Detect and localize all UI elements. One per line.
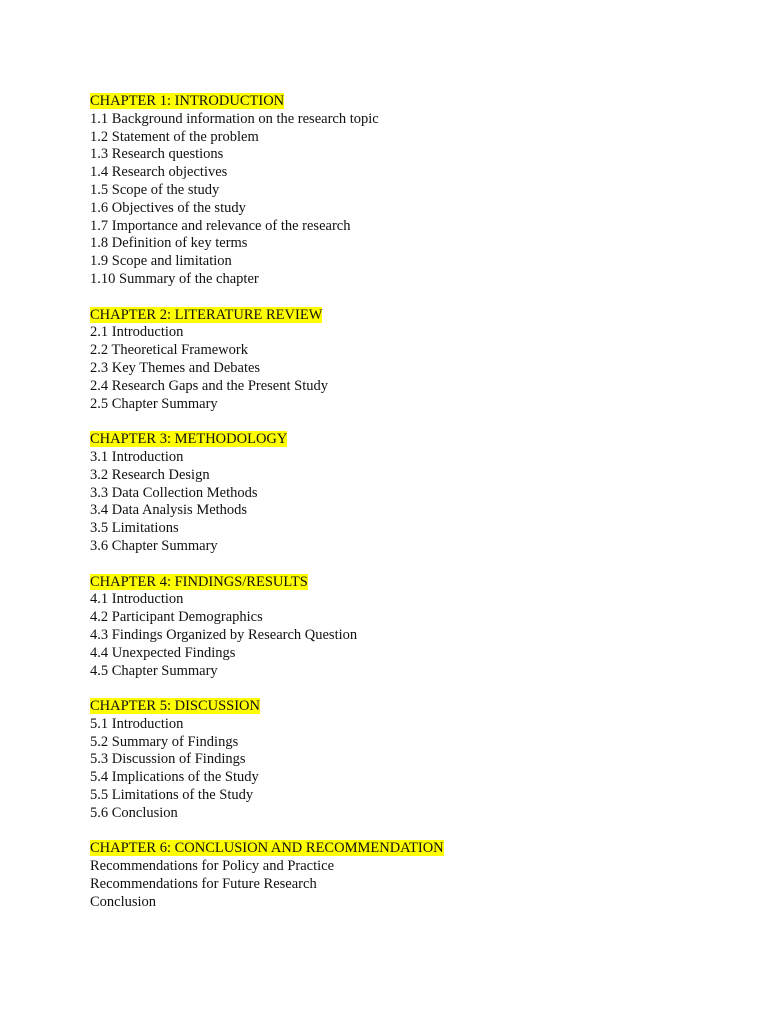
chapter-1-section	[90, 93, 730, 289]
outline-item: 1.8 Definition of key terms	[90, 235, 248, 252]
chapter-5-section	[90, 698, 730, 823]
outline-item: Recommendations for Future Research	[90, 876, 317, 893]
outline-item: 3.6 Chapter Summary	[90, 537, 218, 554]
outline-item: 1.2 Statement of the problem	[90, 128, 259, 145]
outline-item: 4.1 Introduction	[90, 591, 184, 608]
outline-item: Recommendations for Policy and Practice	[90, 858, 335, 875]
chapter-2-section	[90, 307, 730, 414]
chapter-heading	[90, 307, 730, 325]
outline-item: 3.3 Data Collection Methods	[90, 484, 258, 501]
outline-item: 2.4 Research Gaps and the Present Study	[90, 377, 328, 394]
outline-item: 2.3 Key Themes and Debates	[90, 359, 261, 376]
chapter-heading-text: CHAPTER 6: CONCLUSION AND RECOMMENDATION	[90, 840, 444, 857]
chapter-heading	[90, 574, 730, 592]
chapter-heading-text: CHAPTER 1: INTRODUCTION	[90, 93, 285, 109]
outline-item: 2.5 Chapter Summary	[90, 395, 218, 412]
chapter-heading	[90, 698, 730, 716]
chapter-4-section	[90, 574, 730, 681]
outline-item: 5.5 Limitations of the Study	[90, 787, 254, 804]
outline-item: 5.6 Conclusion	[90, 804, 178, 821]
outline-item: 4.3 Findings Organized by Research Question	[90, 626, 358, 643]
outline-item: 4.5 Chapter Summary	[90, 662, 218, 679]
outline-item: 3.2 Research Design	[90, 466, 210, 483]
chapter-heading	[90, 840, 730, 858]
chapter-heading-text: CHAPTER 3: METHODOLOGY	[90, 431, 288, 448]
outline-item: 1.3 Research questions	[90, 146, 224, 163]
outline-item: 1.5 Scope of the study	[90, 181, 220, 198]
outline-item: 5.3 Discussion of Findings	[90, 751, 246, 768]
outline-item: 1.7 Importance and relevance of the research	[90, 217, 351, 234]
chapter-heading-text: CHAPTER 2: LITERATURE REVIEW	[90, 306, 323, 323]
chapter-3-section	[90, 431, 730, 556]
outline-item: 1.1 Background information on the research topic	[90, 110, 379, 127]
outline-item: 3.5 Limitations	[90, 520, 179, 537]
outline-item: 5.1 Introduction	[90, 715, 184, 732]
outline-item: 2.1 Introduction	[90, 324, 184, 341]
outline-item: 3.1 Introduction	[90, 448, 184, 465]
outline-item: 2.2 Theoretical Framework	[90, 342, 248, 359]
outline-item: 1.9 Scope and limitation	[90, 253, 232, 270]
outline-item: 3.4 Data Analysis Methods	[90, 502, 248, 519]
outline-item: 4.4 Unexpected Findings	[90, 644, 236, 661]
chapter-heading	[90, 431, 730, 449]
document-page	[90, 93, 730, 929]
outline-item: Conclusion	[90, 893, 157, 910]
outline-item: 5.2 Summary of Findings	[90, 733, 239, 750]
outline-item: 5.4 Implications of the Study	[90, 769, 259, 786]
chapter-heading	[90, 93, 730, 111]
outline-item: 1.10 Summary of the chapter	[90, 270, 259, 287]
chapter-6-section	[90, 840, 730, 911]
outline-item: 4.2 Participant Demographics	[90, 609, 263, 626]
outline-item: 1.4 Research objectives	[90, 164, 228, 181]
outline-item: 1.6 Objectives of the study	[90, 199, 246, 216]
chapter-heading-text: CHAPTER 5: DISCUSSION	[90, 698, 260, 715]
chapter-heading-text: CHAPTER 4: FINDINGS/RESULTS	[90, 573, 308, 590]
